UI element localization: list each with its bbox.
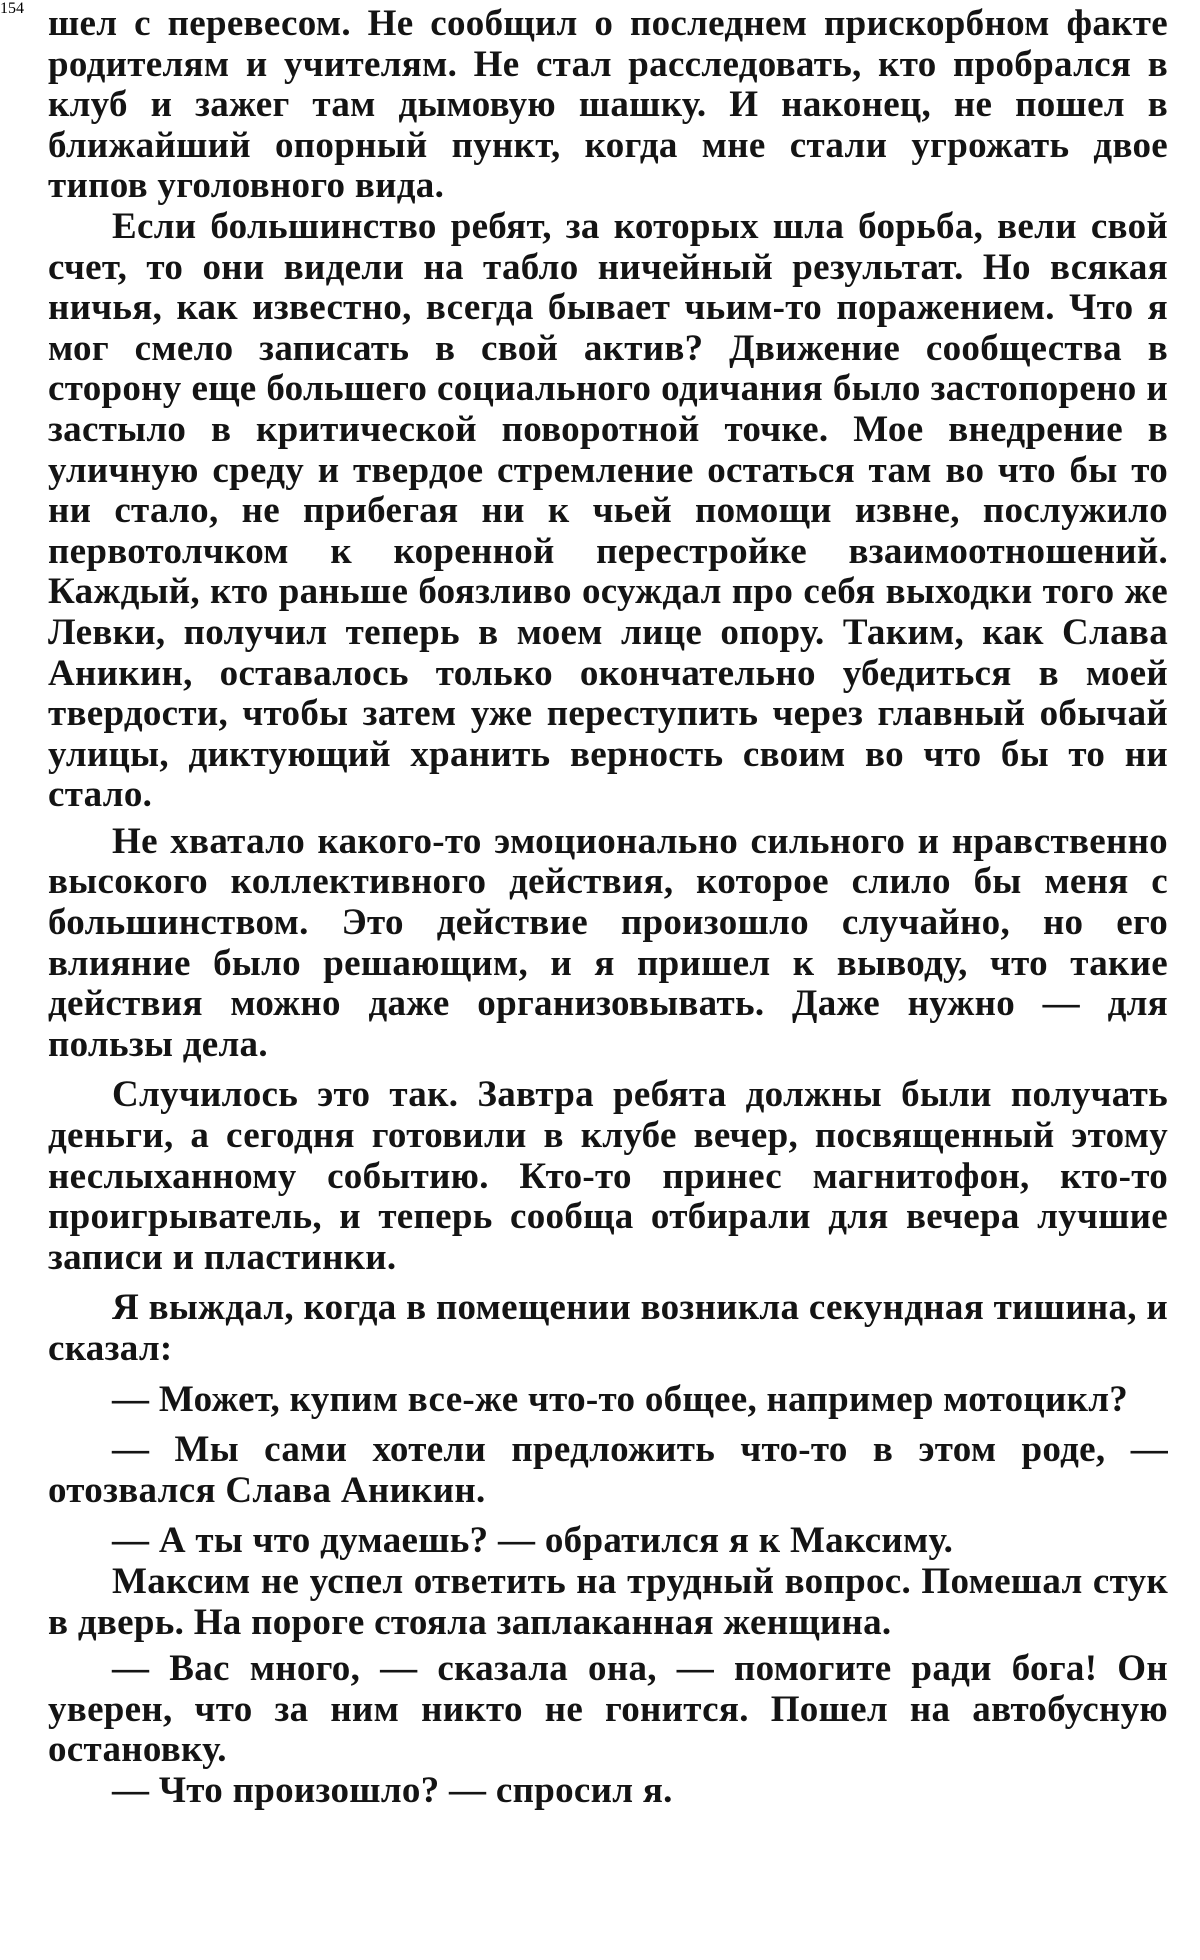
paragraph-3: Не хватало какого-то эмоционально сильного и нравственно высокого коллективного действия, которое слило бы меня с большинством. Это действие произошло случайно, но его влияние было решающим, и я пришел к выводу, что такие действия можно даже организовывать. Даже нужно — для пользы дела. bbox=[48, 820, 1168, 1065]
dialogue-line-5: — Что произошло? — спросил я. bbox=[112, 1769, 673, 1811]
paragraph-1: шел с перевесом. Не сообщил о последнем прискорбном факте родителям и учителям. Не стал расследовать, кто пробрался в клуб и зажег там дымовую шашку. И наконец, не пошел в ближайший опорный пункт, когда мне стали угрожать двое типов уголовного вида. bbox=[48, 3, 1168, 207]
dialogue-line-1: — Может, купим все-же что-то общее, например мотоцикл? bbox=[112, 1378, 1129, 1420]
paragraph-2: Если большинство ребят, за которых шла борьба, вели свой счет, то они видели на табло ничейный результат. Но всякая ничья, как известно, всегда бывает чьим-то поражением. Что я мог смело записать в свой актив? Движение сообщества в сторону еще большего социального одичания было застопорено и застыло в критической поворотной точке. Мое внедрение в уличную среду и твердое стремление остаться там во что бы то ни стало, не прибегая ни к чьей помощи извне, послужило первотолчком к коренной перестройке взаимоотношений. Каждый, кто раньше боязливо осуждал про себя выходки того же Левки, получил теперь в моем лице опору. Таким, как Слава Аникин, оставалось только окончательно убедиться в моей твердости, чтобы затем уже переступить через главный обычай улицы, диктующий хранить верность своим во что бы то ни стало. bbox=[48, 205, 1168, 816]
book-page bbox=[48, 4, 1168, 1812]
paragraph-5: Я выждал, когда в помещении возникла секундная тишина, и сказал: bbox=[48, 1287, 1168, 1369]
paragraph-4: Случилось это так. Завтра ребята должны были получать деньги, а сегодня готовили в клубе вечер, посвященный этому неслыханному событию. Кто-то принес магнитофон, кто-то проигрыватель, и теперь сообща отбирали для вечера лучшие записи и пластинки. bbox=[48, 1074, 1168, 1278]
dialogue-line-2: — Мы сами хотели предложить что-то в этом роде, — отозвался Слава Аникин. bbox=[48, 1429, 1168, 1511]
page-number: 154 bbox=[0, 0, 24, 17]
dialogue-line-4: — Вас много, — сказала она, — помогите ради бога! Он уверен, что за ним никто не гонится. Пошел на автобусную остановку. bbox=[48, 1648, 1168, 1771]
paragraph-6: Максим не успел ответить на трудный вопрос. Помешал стук в дверь. На пороге стояла заплаканная женщина. bbox=[48, 1560, 1168, 1643]
dialogue-line-3: — А ты что думаешь? — обратился я к Максиму. bbox=[112, 1520, 954, 1562]
